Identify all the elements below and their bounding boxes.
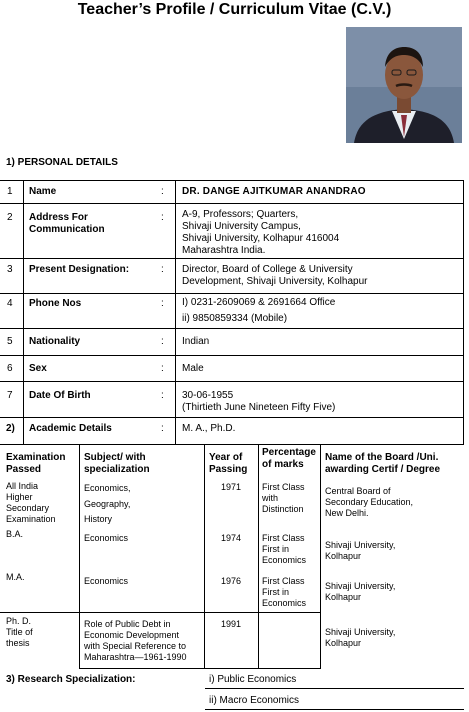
colon: : [161,363,164,374]
table-rule [0,180,464,181]
subject-cell: Economics, Geography, History [84,483,131,524]
exam-cell: B.A. [6,529,24,539]
field-label-designation: Present Designation: [29,264,130,275]
field-label-address: Address For Communication [29,212,105,235]
field-value-dob: 30-06-1955 (Thirtieth June Nineteen Fifty Five) [182,390,336,413]
table-rule [0,417,464,418]
row-number: 1 [7,186,13,197]
colon: : [161,423,164,434]
exam-cell: M.A. [6,572,25,582]
colon: : [161,212,164,223]
table-rule [0,444,464,445]
table-rule [79,668,321,669]
colon: : [161,336,164,347]
colon: : [161,264,164,275]
colon: : [161,390,164,401]
portrait-illustration [346,27,462,143]
row-number: 5 [7,336,13,347]
field-value-name: DR. DANGE AJITKUMAR ANANDRAO [182,186,366,197]
field-value-designation: Director, Board of College & University Development, Shivaji University, Kolhapur [182,264,368,287]
field-value-phone: I) 0231-2609069 & 2691664 Office ii) 9850859334 (Mobile) [182,297,336,324]
year-cell: 1976 [221,576,242,586]
row-number: 4 [7,298,13,309]
exam-cell: Ph. D. Title of thesis [6,616,33,648]
table-rule [0,355,464,356]
colon: : [161,186,164,197]
table-rule [205,688,464,689]
board-cell: Shivaji University, Kolhapur [325,627,396,648]
profile-photo [346,27,462,143]
field-label-sex: Sex [29,363,47,374]
table-rule [0,328,464,329]
field-value-academic: M. A., Ph.D. [182,423,236,434]
table-rule [23,180,24,444]
marks-cell: First Class First in Economics [262,576,307,608]
field-value-nationality: Indian [182,336,210,347]
marks-cell: First Class with Distinction [262,482,305,514]
col-header-marks: Percentage of marks [262,447,316,470]
table-rule [205,709,464,710]
table-rule [0,203,464,204]
table-rule [79,444,80,669]
table-rule [463,180,464,444]
table-rule [258,444,259,669]
year-cell: 1991 [221,619,242,629]
marks-cell: First Class First in Economics [262,533,307,565]
col-header-subject: Subject/ with specialization [84,452,150,475]
subject-cell: Economics [84,533,129,543]
table-rule [0,612,320,613]
row-number: 2) [6,423,15,434]
table-rule [0,258,464,259]
field-value-sex: Male [182,363,204,374]
row-number: 3 [7,264,13,275]
year-cell: 1974 [221,533,242,543]
research-item: i) Public Economics [209,674,297,685]
board-cell: Central Board of Secondary Education, New Delhi. [325,486,414,518]
table-rule [175,180,176,444]
board-cell: Shivaji University, Kolhapur [325,540,396,561]
field-label-phone: Phone Nos [29,298,82,309]
table-rule [204,444,205,669]
table-rule [0,381,464,382]
board-cell: Shivaji University, Kolhapur [325,581,396,602]
col-header-exam: Examination Passed [6,452,66,475]
exam-cell: All India Higher Secondary Examination [6,481,56,524]
field-label-dob: Date Of Birth [29,390,91,401]
section-personal-details: 1) PERSONAL DETAILS [6,157,118,168]
table-rule [320,444,321,669]
col-header-year: Year of Passing [209,452,248,475]
table-rule [0,293,464,294]
field-label-nationality: Nationality [29,336,81,347]
field-label-name: Name [29,186,57,197]
row-number: 7 [7,390,13,401]
subject-cell: Role of Public Debt in Economic Development with Special Reference to Maharashtra—1961-1990 [84,619,187,662]
year-cell: 1971 [221,482,242,492]
row-number: 6 [7,363,13,374]
field-label-academic: Academic Details [29,423,112,434]
section-research: 3) Research Specialization: [6,674,136,685]
col-header-board: Name of the Board /Uni. awarding Certif / Degree [325,452,441,475]
colon: : [161,298,164,309]
row-number: 2 [7,212,13,223]
research-item: ii) Macro Economics [209,695,300,706]
page-title: Teacher’s Profile / Curriculum Vitae (C.V.) [77,1,392,18]
subject-cell: Economics [84,576,129,586]
field-value-address: A-9, Professors; Quarters, Shivaji University Campus, Shivaji University, Kolhapur 416004 Maharashtra India. [182,209,340,256]
